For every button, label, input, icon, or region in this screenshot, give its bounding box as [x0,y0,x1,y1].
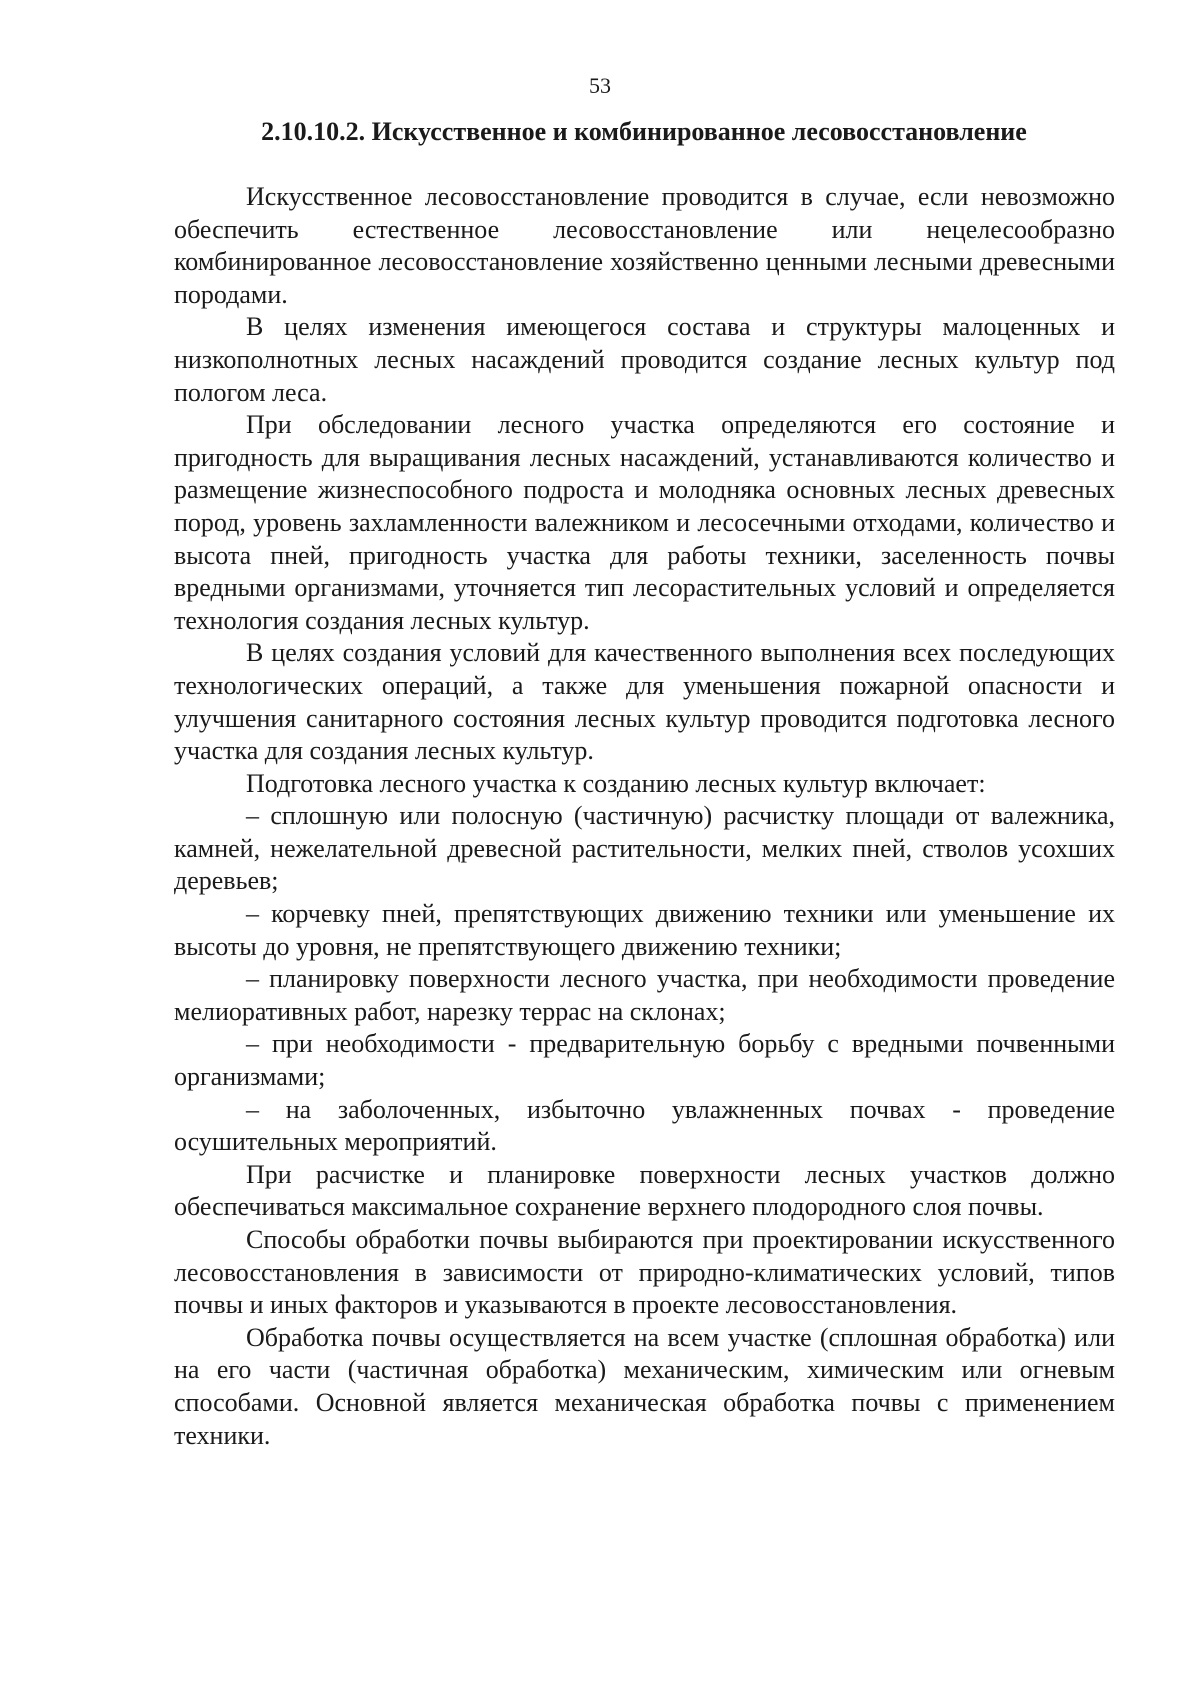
paragraph-artificial-reforestation: Искусственное лесовосстановление проводится в случае, если невозможно обеспечить естественное лесовосстановление или нецелесообразно комбинированное лесовосстановление хозяйственно ценными лесными древесными породами. [174,182,1115,309]
list-item-surface-leveling: – планировку поверхности лесного участка, при необходимости проведение мелиоративных работ, нарезку террас на склонах; [174,964,1115,1026]
list-item-pest-control: – при необходимости - предварительную борьбу с вредными почвенными организмами; [174,1029,1115,1092]
paragraph-site-survey: При обследовании лесного участка определяются его состояние и пригодность для выращивания лесных насаждений, устанавливаются количество и размещение жизнеспособного подроста и молодняка основных лесных древесных пород, уровень захламленности валежником и лесосечными отходами, количество и высота пней, пригодность участка для работы техники, заселенность почвы вредными организмами, уточняется тип лесорастительных условий и определяется технология создания лесных культур. [174,410,1115,635]
paragraph-soil-treatment-types: Обработка почвы осуществляется на всем участке (сплошная обработка) или на его части (частичная обработка) механическим, химическим или огневым способами. Основной является механическая обработка почвы с применением техники. [174,1322,1115,1450]
section-heading: 2.10.10.2. Искусственное и комбинированное лесовосстановление [261,117,1027,146]
paragraph-composition-change: В целях изменения имеющегося состава и структуры малоценных и низкополнотных лесных насаждений проводится создание лесных культур под пологом леса. [174,312,1115,407]
list-item-drainage: – на заболоченных, избыточно увлажненных почвах - проведение осушительных мероприятий. [174,1094,1115,1157]
paragraph-site-preparation-purpose: В целях создания условий для качественного выполнения всех последующих технологических операций, а также для уменьшения пожарной опасности и улучшения санитарного состояния лесных культур проводится подготовка лесного участка для создания лесных культур. [174,638,1115,766]
list-item-stump-removal: – корчевку пней, препятствующих движению техники или уменьшение их высоты до уровня, не препятствующего движению техники; [174,899,1115,961]
body-text [174,181,1115,1452]
paragraph-preparation-includes: Подготовка лесного участка к созданию лесных культур включает: [246,768,986,798]
paragraph-soil-treatment-methods: Способы обработки почвы выбираются при проектировании искусственного лесовосстановления в зависимости от природно-климатических условий, типов почвы и иных факторов и указываются в проекте лесовосстановления. [174,1225,1115,1320]
page-number: 53 [589,73,611,98]
list-item-clearing: – сплошную или полосную (частичную) расчистку площади от валежника, камней, нежелательной древесной растительности, мелких пней, стволов усохших деревьев; [174,801,1115,896]
paragraph-topsoil-preservation: При расчистке и планировке поверхности лесных участков должно обеспечиваться максимальное сохранение верхнего плодородного слоя почвы. [174,1159,1115,1222]
